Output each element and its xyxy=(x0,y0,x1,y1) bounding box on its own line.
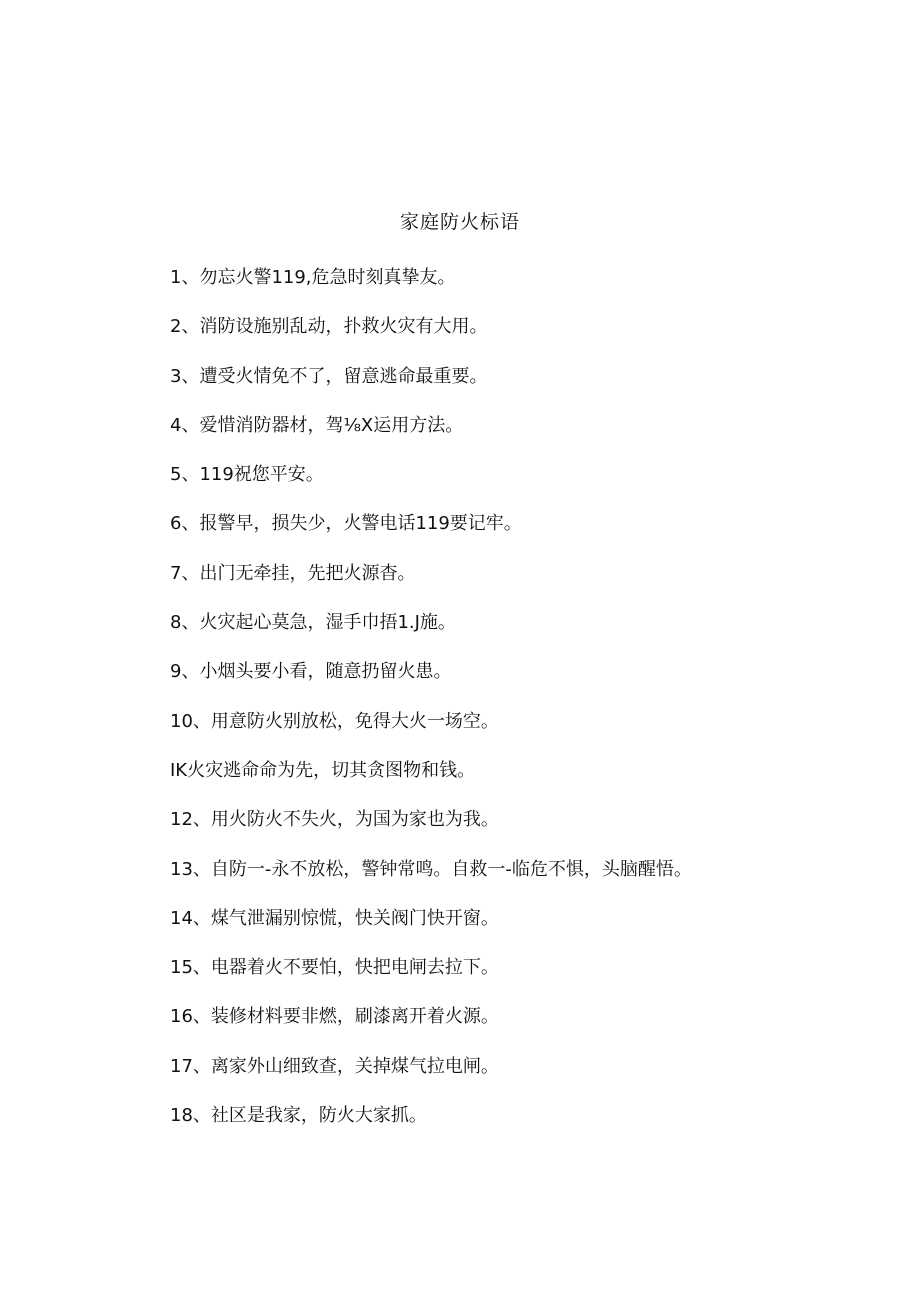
slogan-item: 12、用火防火不失火，为国为家也为我。 xyxy=(170,809,499,831)
slogan-item: 8、火灾起心莫急，湿手巾捂1.J施。 xyxy=(170,612,456,634)
slogan-item: 3、遭受火情免不了，留意逃命最重要。 xyxy=(170,365,488,387)
document-title: 家庭防火标语 xyxy=(399,211,520,233)
slogan-item: 4、爱惜消防器材，驾⅛X运用方法。 xyxy=(170,414,464,436)
slogan-item: 15、电器着火不要怕，快把电闸去拉下。 xyxy=(170,957,499,979)
slogan-list xyxy=(170,264,890,1151)
slogan-item: 6、报警早，损失少，火警电话119要记牢。 xyxy=(170,513,522,535)
slogan-item: 16、装修材料要非燃，刷漆离开着火源。 xyxy=(170,1006,499,1028)
slogan-item: 1、勿忘火警119,危急时刻真挚友。 xyxy=(170,267,456,288)
slogan-item: 9、小烟头要小看，随意扔留火患。 xyxy=(170,661,452,683)
slogan-item: 18、社区是我家，防火大家抓。 xyxy=(170,1105,427,1127)
slogan-item: IK火灾逃命命为先，切其贪图物和钱。 xyxy=(170,759,476,781)
slogan-item: 10、用意防火别放松，免得大火一场空。 xyxy=(170,710,499,732)
slogan-item: 13、自防一-永不放松，警钟常鸣。自救一-临危不惧，头脑醒悟。 xyxy=(170,858,692,880)
slogan-item: 17、离家外山细致查，关掉煤气拉电闸。 xyxy=(170,1055,499,1077)
slogan-item: 14、煤气泄漏别惊慌，快关阀门快开窗。 xyxy=(170,907,499,929)
slogan-item: 5、119祝您平安。 xyxy=(170,464,324,486)
slogan-item: 7、出门无牵挂，先把火源杳。 xyxy=(170,562,416,584)
slogan-item: 2、消防设施别乱动，扑救火灾有大用。 xyxy=(170,316,488,338)
